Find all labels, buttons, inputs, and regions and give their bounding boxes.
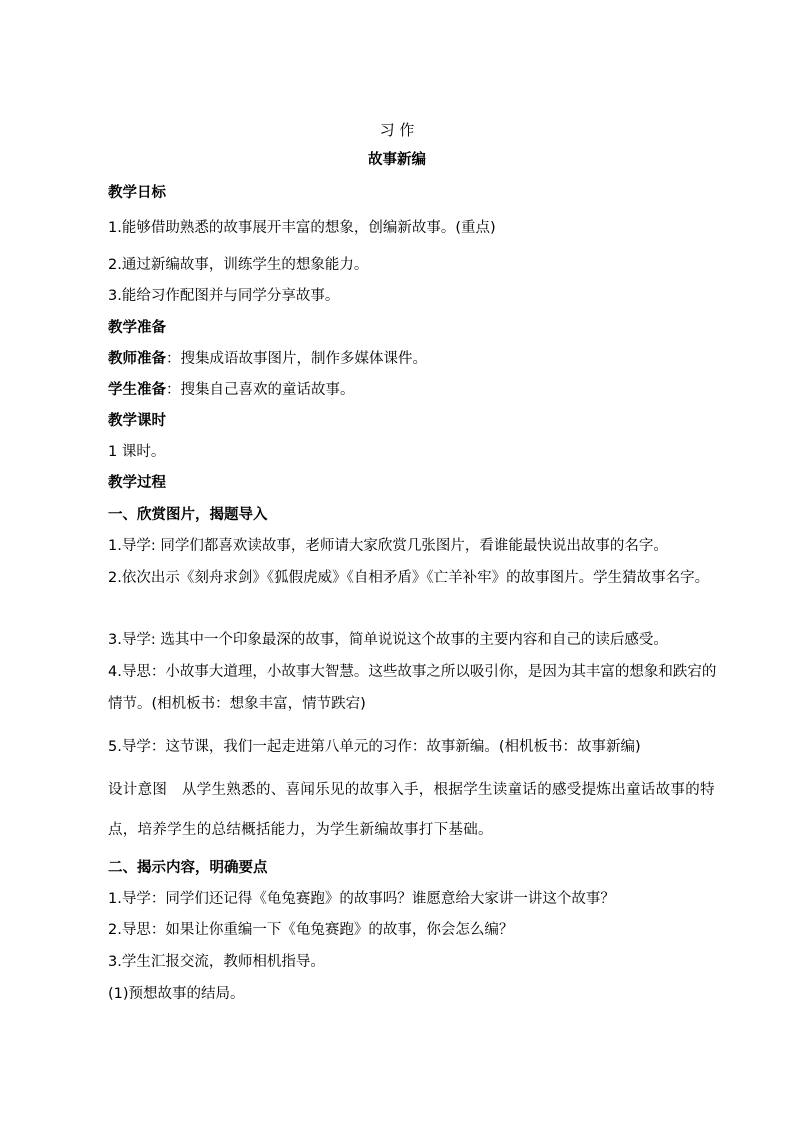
hours-text: 1 课时。 [108,444,166,460]
part1-item-4: 4.导思：小故事大道理，小故事大智慧。这些故事之所以吸引你，是因为其丰富的想象和跌宕的情节。(相机板书：想象丰富，情节跌宕) [108,664,717,712]
teacher-prep [108,349,427,369]
part2-item-1: 1.导学：同学们还记得《龟兔赛跑》的故事吗？谁愿意给大家讲一讲这个故事？ [108,891,615,907]
part1-item-1: 1.导学: 同学们都喜欢读故事，老师请大家欣赏几张图片，看谁能最快说出故事的名字。 [108,538,668,554]
part2-item-3: 3.学生汇报交流，教师相机指导。 [108,954,325,970]
part1-item-3: 3.导学: 选其中一个印象最深的故事，简单说说这个故事的主要内容和自己的读后感受。 [108,632,668,648]
design-intent: 设计意图 从学生熟悉的、喜闻乐见的故事入手，根据学生读童话的感受提炼出童话故事的特点，培养学生的总结概括能力，为学生新编故事打下基础。 [108,782,715,838]
hours-heading: 教学课时 [108,413,166,429]
part2-heading: 二、揭示内容，明确要点 [108,860,268,876]
goal-2: 2.通过新编故事，训练学生的想象能力。 [108,257,369,273]
part2-item-4: (1)预想故事的结局。 [108,986,245,1002]
teacher-prep-label: 教师准备 [108,351,166,367]
goal-1: 1.能够借助熟悉的故事展开丰富的想象，创编新故事。(重点) [108,220,496,236]
student-prep-label: 学生准备 [108,382,166,398]
process-heading: 教学过程 [108,475,166,491]
part1-heading: 一、欣赏图片，揭题导入 [108,507,268,523]
teacher-prep-text: ：搜集成语故事图片，制作多媒体课件。 [166,351,427,367]
prep-heading: 教学准备 [108,320,166,336]
student-prep-text: ：搜集自己喜欢的童话故事。 [166,382,355,398]
part1-item-2: 2.依次出示《刻舟求剑》《狐假虎威》《自相矛盾》《亡羊补牢》的故事图片。学生猜故事名字。 [108,570,710,586]
part1-item-5: 5.导学：这节课，我们一起走进第八单元的习作：故事新编。(相机板书：故事新编) [108,739,641,755]
page-title: 习 作 [379,121,415,139]
goals-heading: 教学日标 [108,185,166,201]
part2-item-2: 2.导思：如果让你重编一下《龟兔赛跑》的故事，你会怎么编？ [108,922,514,938]
student-prep [108,380,355,400]
goal-3: 3.能给习作配图并与同学分享故事。 [108,288,340,304]
page-subtitle: 故事新编 [368,152,426,168]
